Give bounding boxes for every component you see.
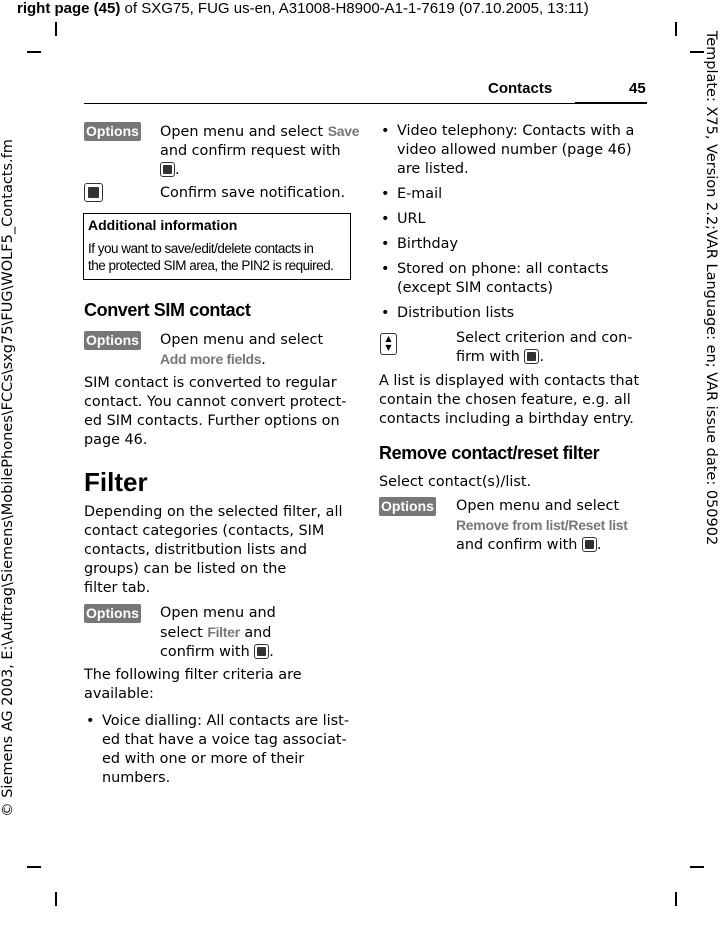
menu-item-filter: Filter bbox=[207, 624, 240, 640]
paragraph-line: contain the chosen feature, e.g. all bbox=[379, 392, 631, 408]
save-step-text: Open menu and select Save and confirm request with . bbox=[160, 123, 360, 178]
list-item-line: • Voice dialling: All contacts are list- bbox=[102, 713, 350, 729]
list-item-line: ed that have a voice tag associat- bbox=[102, 732, 347, 748]
menu-item-add-more-fields: Add more fields bbox=[160, 351, 262, 367]
filter-step-confirm: confirm with bbox=[160, 644, 255, 660]
paragraph-line: ed SIM contacts. Further options on bbox=[84, 413, 340, 429]
confirm-key-icon bbox=[582, 537, 597, 552]
paragraph-line: contact categories (contacts, SIM bbox=[84, 523, 325, 539]
menu-item-save: Save bbox=[327, 123, 360, 139]
menu-item-reset-list: Reset list bbox=[568, 517, 628, 533]
paragraph-line: Depending on the selected filter, all bbox=[84, 504, 343, 520]
heading-convert-sim: Convert SIM contact bbox=[84, 300, 251, 320]
crop-mark bbox=[27, 866, 41, 868]
select-step-text: Select criterion and con- firm with . bbox=[456, 330, 633, 365]
paragraph-line: contacts including a birthday entry. bbox=[379, 411, 634, 427]
options-softkey: Options bbox=[84, 122, 141, 141]
paragraph-line: contact. You cannot convert protect- bbox=[84, 394, 347, 410]
nav-key-icon: ▲ ▼ bbox=[380, 333, 397, 355]
select-step-line: Select criterion and con- bbox=[456, 330, 633, 346]
remove-step-text: Open menu and select Remove from list/Reset list and confirm with . bbox=[456, 498, 628, 553]
list-paragraph bbox=[379, 372, 639, 429]
list-item-line: • Stored on phone: all contacts bbox=[397, 261, 609, 277]
crop-mark bbox=[675, 892, 677, 906]
filter-step-pre: select bbox=[160, 625, 208, 641]
list-item bbox=[379, 235, 634, 254]
filter-step-text: Open menu and select Filter and confirm with . bbox=[160, 605, 276, 660]
running-head bbox=[17, 0, 589, 17]
page-header bbox=[84, 76, 647, 104]
section-title: Contacts bbox=[488, 80, 553, 97]
heading-filter: Filter bbox=[84, 467, 148, 497]
convert-step-pre: Open menu and select bbox=[160, 332, 324, 348]
list-item-line: (except SIM contacts) bbox=[397, 280, 553, 296]
menu-item-separator: / bbox=[564, 517, 569, 533]
crop-mark bbox=[27, 51, 41, 53]
list-item bbox=[379, 122, 634, 179]
paragraph-line: The following filter criteria are bbox=[84, 667, 302, 683]
crop-mark bbox=[675, 22, 677, 36]
list-item-line: • Distribution lists bbox=[397, 305, 515, 321]
crop-mark bbox=[55, 22, 57, 36]
list-item bbox=[379, 210, 634, 229]
filter-step-line: Open menu and bbox=[160, 605, 276, 621]
side-template-right: Template: X75, Version 2.2;VAR Language: en; VAR issue date: 050902 bbox=[703, 30, 719, 546]
list-item bbox=[84, 712, 349, 788]
list-item-line: ed with one or more of their bbox=[102, 751, 305, 767]
convert-paragraph bbox=[84, 374, 347, 450]
convert-step-text bbox=[160, 331, 360, 370]
select-step-confirm: firm with bbox=[456, 349, 525, 365]
paragraph-line: available: bbox=[84, 686, 154, 702]
crop-mark bbox=[55, 892, 57, 906]
options-softkey: Options bbox=[84, 331, 141, 350]
info-box-line: the protected SIM area, the PIN2 is required. bbox=[88, 258, 334, 273]
paragraph-line: contacts, distritbution lists and bbox=[84, 542, 308, 558]
list-item-line: are listed. bbox=[397, 161, 469, 177]
list-item bbox=[379, 185, 634, 204]
convert-step-post: . bbox=[261, 352, 266, 368]
running-head-page: right page (45) bbox=[17, 0, 121, 17]
crop-mark bbox=[690, 866, 704, 868]
save-step-post: and confirm request with bbox=[160, 143, 341, 159]
list-item bbox=[379, 304, 634, 323]
side-path-left: © Siemens AG 2003, E:\Auftrag\Siemens\MobilePhones\FCCs\sxg75\FUG\WOLF5_Contacts.fm bbox=[0, 139, 16, 817]
list-item-line: video allowed number (page 46) bbox=[397, 142, 632, 158]
list-item-line: • E-mail bbox=[397, 186, 443, 202]
confirm-key-icon bbox=[524, 349, 539, 364]
remove-step-confirm: and confirm with bbox=[456, 537, 582, 553]
header-rule-accent bbox=[575, 102, 647, 104]
paragraph-line: SIM contact is converted to regular bbox=[84, 375, 337, 391]
crop-mark bbox=[690, 51, 704, 53]
paragraph-line: filter tab. bbox=[84, 580, 151, 596]
list-item bbox=[379, 260, 634, 298]
info-box-title: Additional information bbox=[88, 217, 238, 233]
confirm-key-icon bbox=[84, 183, 103, 202]
criteria-list bbox=[84, 712, 349, 794]
criteria-intro bbox=[84, 666, 302, 704]
info-box bbox=[83, 213, 351, 280]
options-softkey: Options bbox=[379, 497, 436, 516]
list-item-line: • Video telephony: Contacts with a bbox=[397, 123, 635, 139]
criteria-list-continued bbox=[379, 122, 634, 329]
paragraph-line: A list is displayed with contacts that bbox=[379, 373, 640, 389]
list-item-line: • URL bbox=[397, 211, 426, 227]
header-rule bbox=[84, 103, 647, 104]
options-softkey: Options bbox=[84, 604, 141, 623]
filter-step-post: and bbox=[239, 625, 272, 641]
menu-item-remove-from-list: Remove from list bbox=[456, 517, 565, 533]
running-head-info: of SXG75, FUG us-en, A31008-H8900-A1-1-7619 (07.10.2005, 13:11) bbox=[120, 0, 589, 17]
remove-step-line: Open menu and select bbox=[456, 498, 620, 514]
list-item-line: numbers. bbox=[102, 770, 171, 786]
paragraph-line: groups) can be listed on the bbox=[84, 561, 287, 577]
paragraph-line: page 46. bbox=[84, 432, 148, 448]
confirm-key-icon bbox=[254, 644, 269, 659]
heading-remove-contact: Remove contact/reset filter bbox=[379, 443, 600, 463]
confirm-key-icon bbox=[160, 162, 175, 177]
info-box-line: If you want to save/edit/delete contacts in bbox=[88, 241, 314, 256]
save-step-pre: Open menu and select bbox=[160, 124, 328, 140]
page-number: 45 bbox=[629, 80, 646, 97]
confirm-step-text: Confirm save notification. bbox=[160, 185, 346, 201]
list-item-line: • Birthday bbox=[397, 236, 459, 252]
filter-paragraph bbox=[84, 503, 342, 598]
remove-intro: Select contact(s)/list. bbox=[379, 474, 532, 490]
